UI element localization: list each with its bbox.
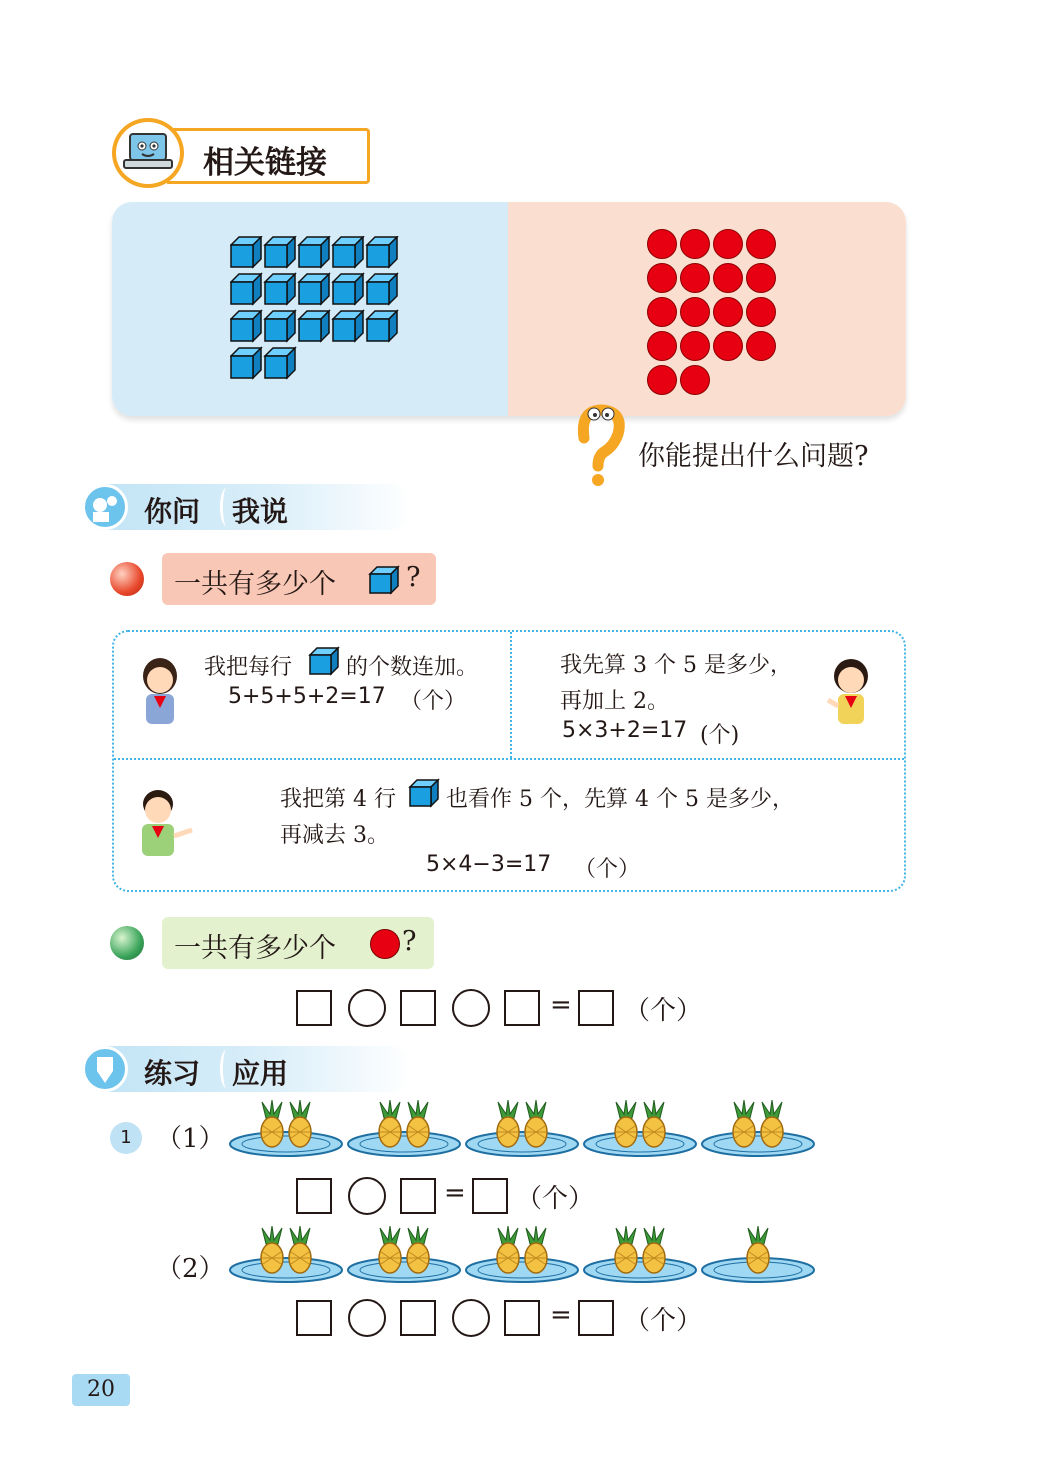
boy-line1-end: 也看作 5 个，先算 4 个 5 是多少， [446, 787, 794, 812]
plate [466, 1132, 578, 1156]
operator-circle[interactable] [348, 989, 386, 1027]
plate [230, 1132, 342, 1156]
section-practice-header [82, 1046, 412, 1092]
result-box[interactable] [578, 1300, 614, 1336]
girl-avatar-1 [132, 654, 188, 732]
red-dot [648, 298, 677, 327]
answer-box[interactable] [296, 1178, 332, 1214]
question-1-mark: ? [406, 562, 421, 593]
blank-equation-part-2 [294, 1296, 714, 1340]
blank-equation-dots [294, 986, 714, 1030]
pineapple [379, 1100, 401, 1147]
red-dot-icon [370, 929, 400, 959]
cube [231, 348, 261, 378]
pineapple [289, 1100, 311, 1147]
pineapple [615, 1226, 637, 1273]
girl1-line1: 我把每行 [204, 655, 293, 680]
cube-icon [308, 646, 340, 676]
exercise-part-2-label: （2） [156, 1254, 225, 1284]
answer-box[interactable] [400, 1300, 436, 1336]
section-ask-title-2: 我说 [232, 495, 289, 528]
pineapple [261, 1100, 283, 1147]
red-dot [714, 264, 743, 293]
pineapple [379, 1226, 401, 1273]
girl2-equation: 5×3+2=17 [562, 718, 688, 743]
plate [348, 1132, 460, 1156]
red-dot [681, 332, 710, 361]
red-dot [681, 230, 710, 259]
pineapple [615, 1100, 637, 1147]
pineapple [407, 1100, 429, 1147]
question-mark-mascot-icon [570, 400, 630, 494]
cube-area [112, 202, 508, 416]
boy-line1-start: 我把第 4 行 [280, 787, 396, 812]
cube [367, 311, 397, 341]
cube-array [230, 236, 430, 396]
red-ball-bullet-icon [110, 562, 144, 596]
laptop-mascot-icon [112, 118, 184, 188]
girl2-line1: 我先算 3 个 5 是多少， [560, 653, 792, 678]
related-link-title-bar [167, 128, 370, 184]
operator-circle[interactable] [452, 1299, 490, 1337]
pineapple [643, 1100, 665, 1147]
cube [231, 237, 261, 267]
plate [584, 1258, 696, 1282]
children-talk-icon [82, 484, 128, 530]
girl1-line1-end: 的个数连加。 [346, 655, 479, 680]
unit-label: （个） [516, 1184, 595, 1214]
pineapple [761, 1100, 783, 1147]
cube [231, 274, 261, 304]
pineapple [289, 1226, 311, 1273]
cube [299, 311, 329, 341]
pineapple [525, 1226, 547, 1273]
unit-label: （个） [624, 1306, 703, 1336]
red-dot [648, 230, 677, 259]
section-practice-title-2: 应用 [232, 1057, 289, 1090]
red-dot-array [646, 226, 806, 406]
red-dot [714, 298, 743, 327]
answer-box[interactable] [296, 1300, 332, 1336]
pineapple [407, 1226, 429, 1273]
cube [367, 237, 397, 267]
red-dot [681, 298, 710, 327]
red-dot [648, 332, 677, 361]
pineapple [747, 1226, 769, 1273]
question-1-bubble [162, 553, 436, 605]
red-dot [747, 332, 776, 361]
pineapple-plates-2 [228, 1226, 828, 1292]
cube [231, 311, 261, 341]
cube [265, 311, 295, 341]
boy-unit: （个） [574, 857, 641, 882]
pineapple [497, 1100, 519, 1147]
operator-circle[interactable] [452, 989, 490, 1027]
red-dot [714, 332, 743, 361]
answer-box[interactable] [504, 990, 540, 1026]
operator-circle[interactable] [348, 1299, 386, 1337]
red-dot [648, 366, 677, 395]
boy-equation: 5×4−3=17 [426, 852, 552, 877]
section-practice-title-1: 练习 [144, 1057, 201, 1090]
pineapple [733, 1100, 755, 1147]
pineapple [261, 1226, 283, 1273]
section-ask-header [82, 484, 412, 530]
girl-avatar-2 [820, 656, 882, 732]
operator-circle[interactable] [348, 1177, 386, 1215]
pencil-icon [82, 1046, 128, 1092]
red-dot [747, 230, 776, 259]
red-dot [681, 264, 710, 293]
cube-icon [368, 565, 400, 595]
girl2-unit: (个) [700, 723, 740, 748]
related-link-title: 相关链接 [203, 145, 327, 181]
green-ball-bullet-icon [110, 926, 144, 960]
exercise-part-1-label: （1） [156, 1124, 225, 1154]
answer-box[interactable] [400, 990, 436, 1026]
answer-box[interactable] [296, 990, 332, 1026]
answer-box[interactable] [400, 1178, 436, 1214]
plate [466, 1258, 578, 1282]
cube-icon [408, 778, 440, 808]
cube [333, 237, 363, 267]
cube [333, 274, 363, 304]
question-2-text: 一共有多少个 [174, 933, 336, 964]
red-dot [747, 264, 776, 293]
result-box[interactable] [472, 1178, 508, 1214]
plate [584, 1132, 696, 1156]
question-2-mark: ? [402, 926, 417, 957]
red-dot [714, 230, 743, 259]
dot-area [508, 202, 906, 416]
discussion-box [112, 630, 906, 892]
cube [265, 274, 295, 304]
cube [299, 237, 329, 267]
result-box[interactable] [578, 990, 614, 1026]
cube [333, 311, 363, 341]
exercise-number-badge: 1 [110, 1122, 142, 1154]
intro-question: 你能提出什么问题? [638, 441, 869, 472]
red-dot [648, 264, 677, 293]
red-dot [681, 366, 710, 395]
section-ask-title-1: 你问 [144, 495, 201, 528]
pineapple [497, 1226, 519, 1273]
pineapple-plates-1 [228, 1100, 828, 1166]
girl1-unit: （个） [400, 689, 467, 714]
question-1-text: 一共有多少个 [174, 569, 336, 600]
plate [230, 1258, 342, 1282]
equals-sign: = [550, 1300, 572, 1330]
cube [367, 274, 397, 304]
equals-sign: = [550, 990, 572, 1020]
cube [265, 348, 295, 378]
question-2-bubble [162, 917, 434, 969]
cube [299, 274, 329, 304]
equals-sign: = [444, 1178, 466, 1208]
boy-avatar [128, 786, 198, 864]
plate [702, 1132, 814, 1156]
page-number: 20 [72, 1374, 130, 1406]
plate [348, 1258, 460, 1282]
answer-box[interactable] [504, 1300, 540, 1336]
boy-line2: 再减去 3。 [280, 823, 389, 848]
pineapple [525, 1100, 547, 1147]
cube [265, 237, 295, 267]
girl2-line2: 再加上 2。 [560, 689, 669, 714]
picture-panel [112, 202, 906, 416]
girl1-equation: 5+5+5+2=17 [228, 684, 386, 709]
related-link-header [112, 118, 370, 188]
blank-equation-part-1 [294, 1174, 614, 1218]
unit-label: （个） [624, 996, 703, 1026]
red-dot [747, 298, 776, 327]
pineapple [643, 1226, 665, 1273]
